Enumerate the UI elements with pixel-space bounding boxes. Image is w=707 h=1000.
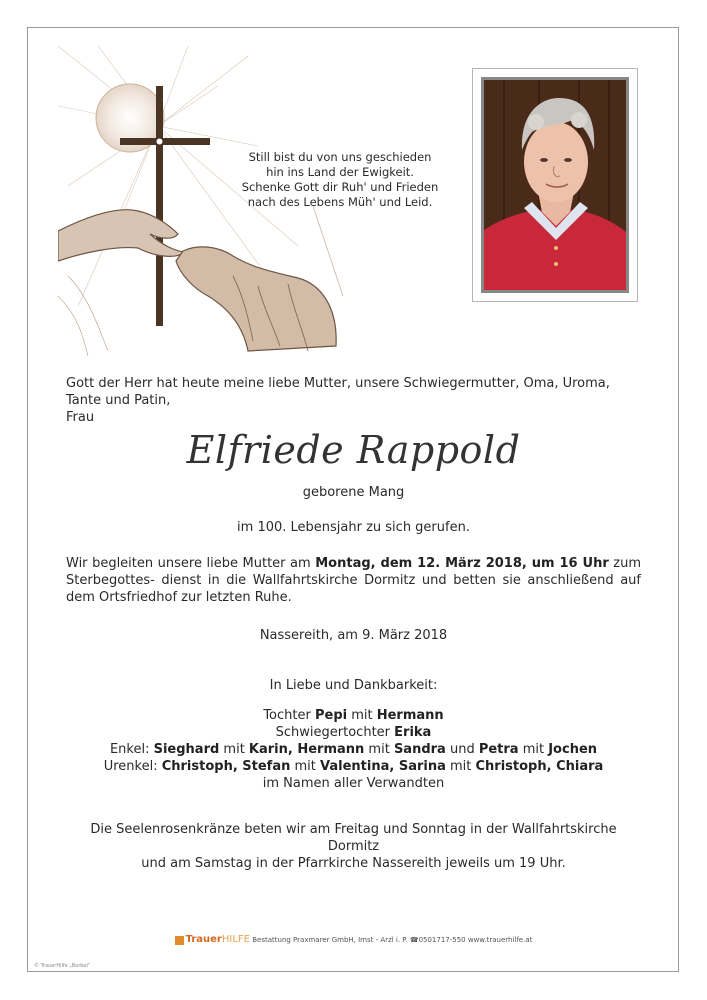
- rosary-line: und am Samstag in der Pfarrkirche Nassereith jeweils um 19 Uhr.: [141, 856, 566, 871]
- poem-line: nach des Lebens Müh' und Leid.: [247, 195, 433, 209]
- maiden-name: geborene Mang: [302, 485, 405, 500]
- poem: [230, 150, 450, 210]
- service-post: zum Sterbegottes- dienst in die Wallfahrtskirche Dormitz und betten sie anschließend auf dem Ortsfriedhof zur letzten Ruhe.: [66, 556, 642, 605]
- intro-text: [66, 375, 641, 426]
- intro-line: Frau: [66, 410, 95, 425]
- brand-name-accent: HILFE: [221, 934, 250, 945]
- place-date: Nassereith, am 9. März 2018: [259, 628, 448, 643]
- deceased-name: Elfriede Rappold: [186, 428, 521, 472]
- family-relatives: im Namen aller Verwandten: [262, 776, 445, 791]
- footer-details: Bestattung Praxmarer GmbH, Imst - Arzl i. P. ☎0501717-550 www.trauerhilfe.at: [252, 936, 533, 944]
- rosary-text: [66, 821, 641, 872]
- age-line: im 100. Lebensjahr zu sich gerufen.: [237, 520, 470, 535]
- poem-line: Still bist du von uns geschieden: [248, 150, 432, 164]
- service-date: Montag, dem 12. März 2018, um 16 Uhr: [315, 556, 609, 571]
- poem-line: Schenke Gott dir Ruh' und Frieden: [241, 180, 439, 194]
- family-list: [66, 707, 641, 792]
- service-pre: Wir begleiten unsere liebe Mutter am: [66, 556, 316, 571]
- portrait-photo: [481, 77, 629, 293]
- brand-name: Trauer: [185, 934, 222, 945]
- family-daughter-in-law: Schwiegertochter Erika: [275, 725, 432, 740]
- intro-line: Gott der Herr hat heute meine liebe Mutter, unsere Schwiegermutter, Oma, Uroma, Tante und Patin,: [66, 376, 610, 408]
- family-daughter: Tochter Pepi mit Hermann: [263, 708, 444, 723]
- rosary-line: Die Seelenrosenkränze beten wir am Freitag und Sonntag in der Wallfahrtskirche Dormitz: [90, 822, 617, 854]
- family-great-grandchildren: Urenkel: Christoph, Stefan mit Valentina, Sarina mit Christoph, Chiara: [103, 759, 604, 774]
- family-grandchildren: Enkel: Sieghard mit Karin, Hermann mit Sandra und Petra mit Jochen: [109, 742, 598, 757]
- portrait-frame: [472, 68, 638, 302]
- love-line: In Liebe und Dankbarkeit:: [269, 678, 438, 693]
- footer: [0, 934, 707, 945]
- poem-line: hin ins Land der Ewigkeit.: [266, 165, 414, 179]
- service-text: [66, 555, 641, 606]
- copyright: © TrauerHilfe „Borbel“: [34, 963, 91, 969]
- trauerhilfe-logo-icon: [175, 936, 184, 945]
